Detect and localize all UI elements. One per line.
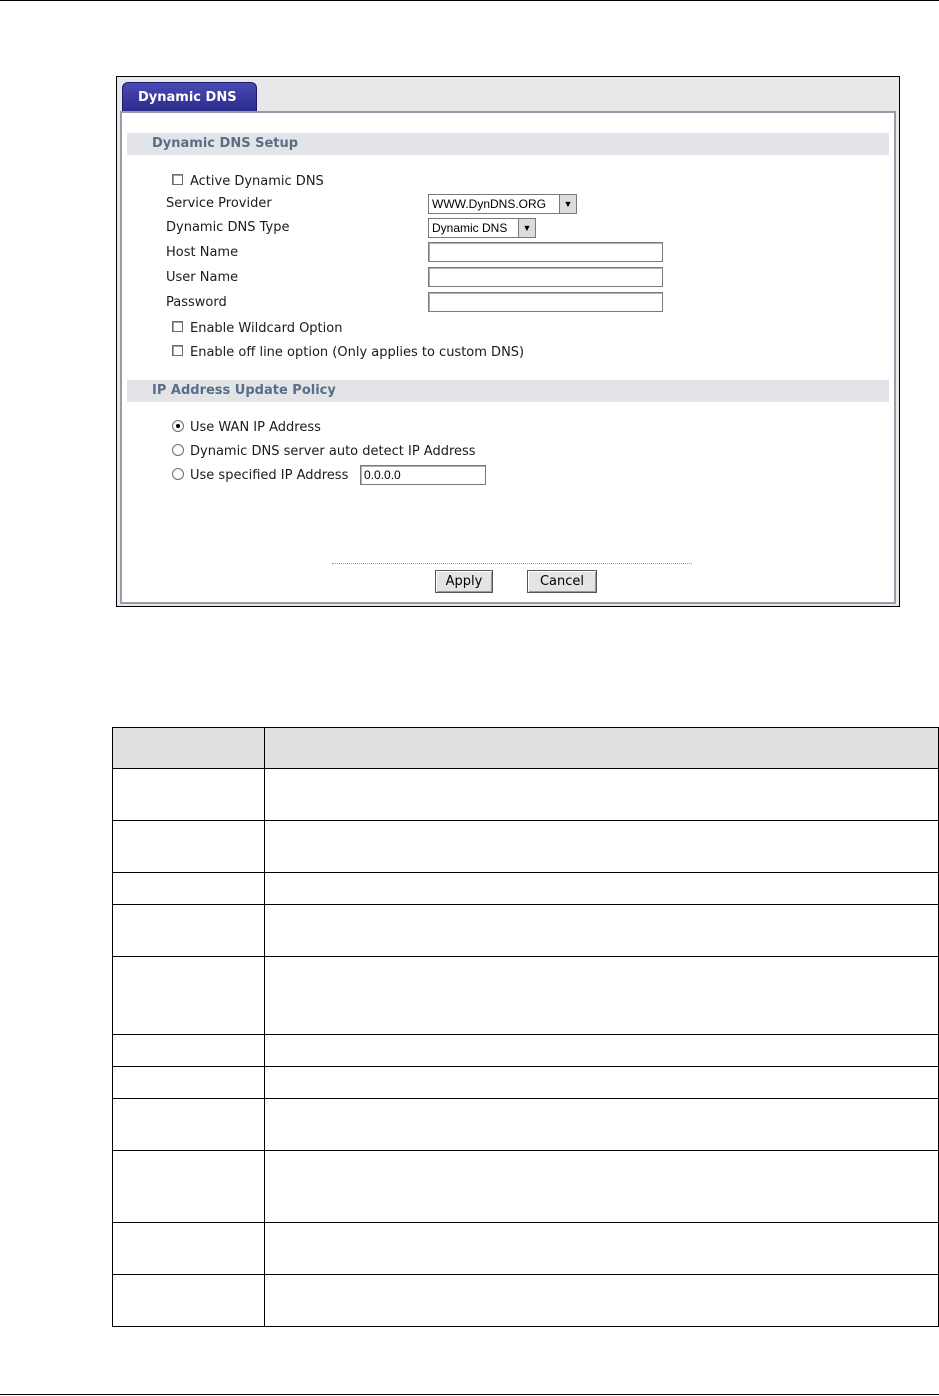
specified-ip-label: Use specified IP Address (190, 468, 349, 483)
active-dynamic-dns-label: Active Dynamic DNS (190, 174, 324, 189)
user-name-field[interactable] (428, 267, 663, 287)
table-cell (265, 1099, 939, 1151)
table-row (113, 821, 939, 873)
bottom-rule (0, 1394, 939, 1395)
password-label: Password (166, 295, 227, 310)
table-cell (113, 769, 265, 821)
dynamic-dns-panel (120, 111, 896, 604)
description-table (112, 727, 939, 1327)
table-row (113, 1099, 939, 1151)
table-row (113, 1067, 939, 1099)
specified-ip-field[interactable]: 0.0.0.0 (360, 465, 486, 485)
use-wan-ip-label: Use WAN IP Address (190, 420, 321, 435)
table-header-cell (113, 728, 265, 769)
wildcard-checkbox[interactable] (172, 321, 183, 332)
auto-detect-radio[interactable] (172, 444, 184, 456)
table-cell (113, 1099, 265, 1151)
table-cell (113, 957, 265, 1035)
table-cell (265, 1035, 939, 1067)
host-name-field[interactable] (428, 242, 663, 262)
dns-type-label: Dynamic DNS Type (166, 220, 290, 235)
table-cell (113, 821, 265, 873)
table-row (113, 769, 939, 821)
divider (332, 563, 692, 564)
service-provider-value: WWW.DynDNS.ORG (432, 197, 546, 211)
table-cell (265, 1275, 939, 1327)
table-row (113, 1035, 939, 1067)
table-cell (265, 1151, 939, 1223)
section-dynamic-dns-setup: Dynamic DNS Setup (127, 133, 889, 155)
chevron-down-icon[interactable]: ▼ (559, 195, 576, 213)
offline-label: Enable off line option (Only applies to custom DNS) (190, 345, 525, 360)
use-wan-ip-radio[interactable] (172, 420, 184, 432)
table-cell (113, 1223, 265, 1275)
table-header-row (113, 728, 939, 769)
host-name-label: Host Name (166, 245, 239, 260)
table-row (113, 873, 939, 905)
table-cell (265, 1067, 939, 1099)
tab-dynamic-dns[interactable]: Dynamic DNS (122, 82, 257, 112)
apply-button[interactable]: Apply (435, 570, 493, 593)
section-ip-update-policy: IP Address Update Policy (127, 380, 889, 402)
dynamic-dns-window (116, 76, 900, 607)
table-header-cell (265, 728, 939, 769)
table-cell (113, 1035, 265, 1067)
chevron-down-icon[interactable]: ▼ (518, 219, 535, 237)
offline-checkbox[interactable] (172, 345, 183, 356)
table-row (113, 1275, 939, 1327)
table-row (113, 1151, 939, 1223)
table-row (113, 1223, 939, 1275)
auto-detect-label: Dynamic DNS server auto detect IP Address (190, 444, 476, 459)
password-field[interactable] (428, 292, 663, 312)
table-cell (113, 873, 265, 905)
table-cell (265, 873, 939, 905)
wildcard-label: Enable Wildcard Option (190, 321, 343, 336)
table-cell (113, 905, 265, 957)
service-provider-label: Service Provider (166, 196, 272, 211)
top-rule (0, 0, 939, 1)
table-cell (265, 821, 939, 873)
table-row (113, 905, 939, 957)
table-cell (265, 905, 939, 957)
table-row (113, 957, 939, 1035)
table-cell (113, 1151, 265, 1223)
active-dynamic-dns-checkbox[interactable] (172, 174, 183, 185)
table-cell (113, 1067, 265, 1099)
service-provider-select[interactable] (428, 194, 577, 214)
dns-type-select[interactable] (428, 218, 536, 238)
table-cell (113, 1275, 265, 1327)
table-cell (265, 1223, 939, 1275)
specified-ip-radio[interactable] (172, 468, 184, 480)
cancel-button[interactable]: Cancel (527, 570, 597, 593)
table-cell (265, 957, 939, 1035)
dns-type-value: Dynamic DNS (432, 221, 508, 235)
table-cell (265, 769, 939, 821)
user-name-label: User Name (166, 270, 239, 285)
